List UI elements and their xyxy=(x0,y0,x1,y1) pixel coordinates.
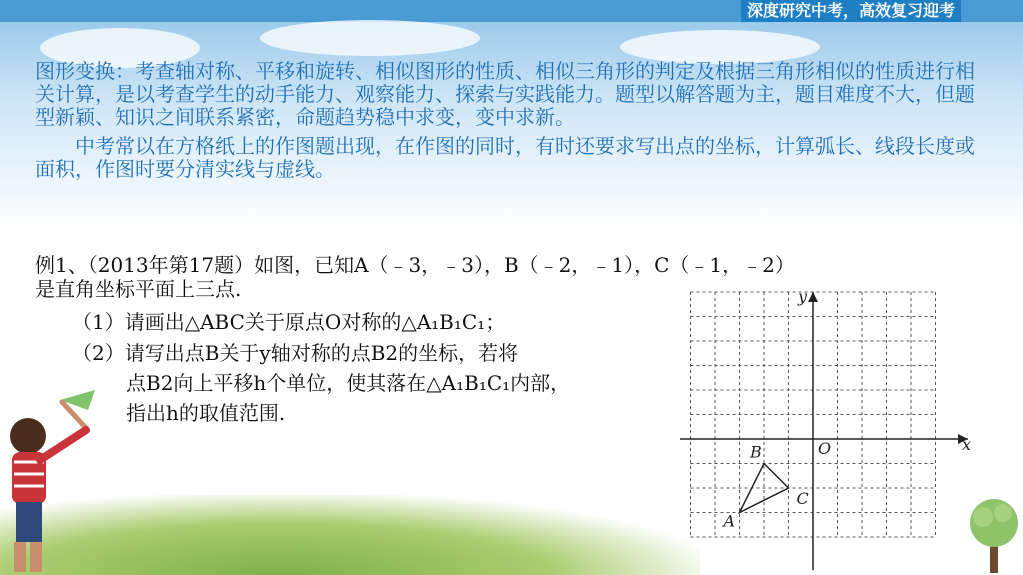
question-2-line-1: （2）请写出点B关于y轴对称的点B2的坐标，若将 xyxy=(72,341,519,365)
y-axis-label: y xyxy=(798,287,808,306)
intro-paragraph-2: 中考常以在方格纸上的作图题出现，在作图的同时，有时还要求写出点的坐标，计算弧长、线段长度或面积，作图时要分清实线与虚线。 xyxy=(35,134,975,181)
coordinate-grid-figure xyxy=(675,282,975,572)
cloud-decoration xyxy=(260,20,480,56)
intro-text xyxy=(35,60,990,181)
x-axis-label: x xyxy=(962,435,972,454)
question-2-line-3: 指出h的取值范围. xyxy=(126,401,286,425)
point-label-a: A xyxy=(723,511,736,531)
y-axis-arrow-icon xyxy=(808,292,818,302)
question-2 xyxy=(72,338,570,428)
origin-label: O xyxy=(818,439,832,458)
example-line-2: 是直角坐标平面上三点. xyxy=(35,277,242,301)
question-2-line-2: 点B2向上平移h个单位，使其落在△A₁B₁C₁内部， xyxy=(126,371,571,395)
header-banner: 深度研究中考，高效复习迎考 xyxy=(741,0,961,22)
example-line-1: 例1、（2013年第17题）如图，已知A（﹣3，﹣3），B（﹣2，﹣1），C（﹣1，﹣2） xyxy=(35,253,795,277)
question-1: （1）请画出△ABC关于原点O对称的△A₁B₁C₁； xyxy=(72,310,506,334)
point-labels xyxy=(722,443,809,531)
child-with-plane-illustration xyxy=(0,388,110,575)
point-label-b: B xyxy=(750,442,762,462)
point-label-c: C xyxy=(796,489,809,508)
intro-paragraph-1: 图形变换：考查轴对称、平移和旋转、相似图形的性质、相似三角形的判定及根据三角形相似的性质进行相关计算，是以考查学生的动手能力、观察能力、探索与实践能力。题型以解答题为主，题目难度不大，但题型新颖、知识之间联系紧密，命题趋势稳中求变，变中求新。 xyxy=(35,59,975,129)
